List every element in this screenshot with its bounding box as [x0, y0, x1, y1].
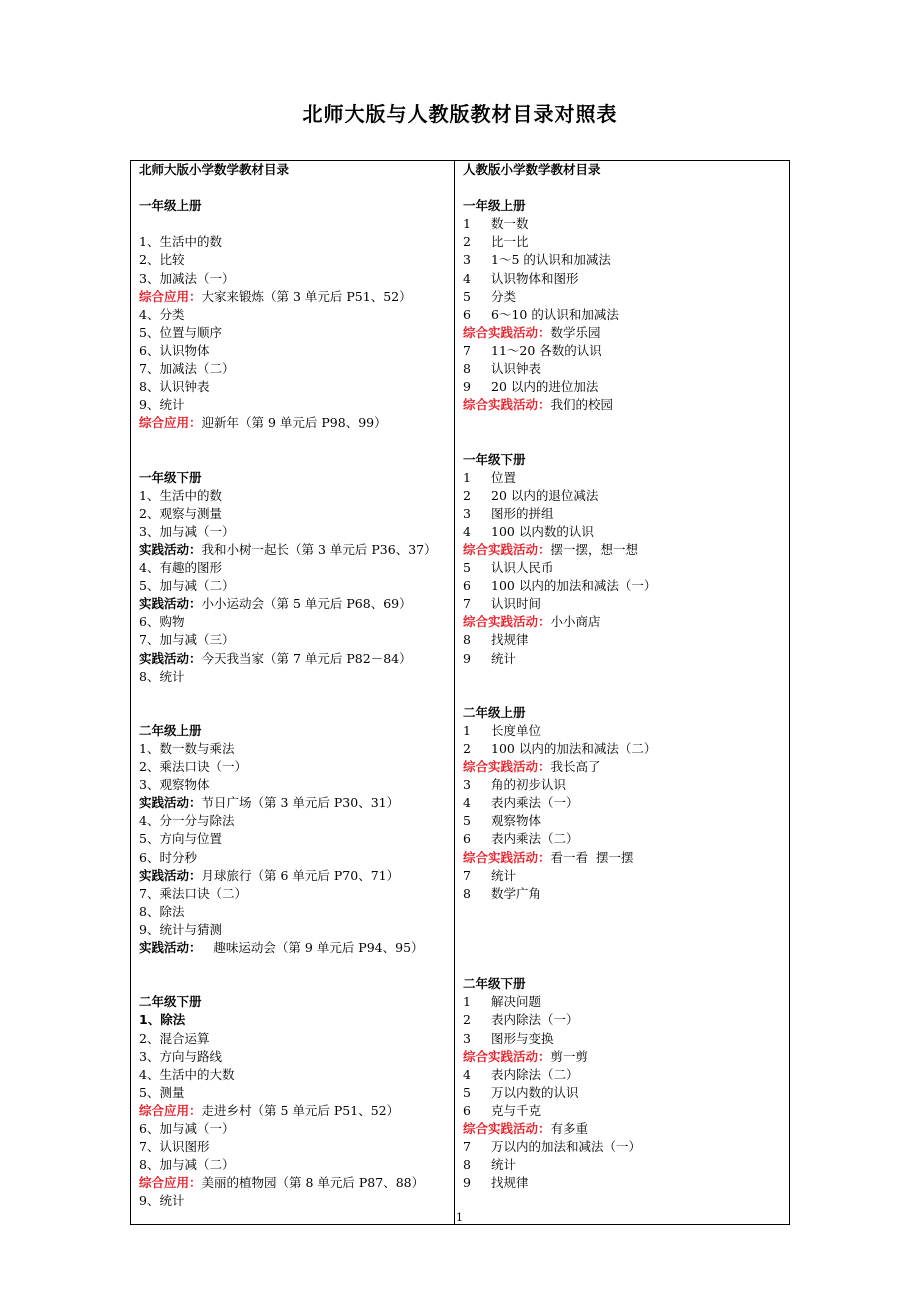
page-title: 北师大版与人教版教材目录对照表: [302, 102, 618, 126]
item-number: 3: [463, 505, 471, 521]
item-text: 20 以内的进位加法: [491, 379, 599, 395]
activity-label: 综合实践活动：: [463, 324, 551, 340]
item-text: 表内乘法（二）: [491, 831, 579, 847]
activity-text: 迎新年（第 9 单元后 P98、99）: [201, 415, 387, 431]
list-item: 9、统计: [139, 397, 185, 413]
item-text: 统计: [491, 650, 517, 666]
activity-text: 小小商店: [550, 614, 601, 630]
list-item: 8、认识钟表: [139, 379, 210, 395]
activity-label: 综合实践活动：: [463, 541, 551, 557]
activity-label: 综合应用：: [139, 415, 202, 431]
item-text: 分类: [491, 288, 517, 304]
list-item: 2、观察与测量: [139, 505, 222, 521]
list-item: [463, 233, 787, 251]
list-item: [463, 885, 787, 903]
blank-line: [139, 432, 451, 450]
list-item: [463, 270, 787, 288]
item-number: 1: [463, 469, 471, 485]
item-number: 7: [463, 342, 471, 358]
grade-heading: 一年级下册: [463, 451, 526, 467]
grade-heading: 一年级上册: [139, 198, 202, 214]
activity-text: 数学乐园: [550, 324, 601, 340]
grade-heading: 二年级下册: [463, 976, 526, 992]
blank-line: [463, 939, 787, 957]
item-number: 9: [463, 650, 471, 666]
item-text: 万以内数的认识: [491, 1084, 579, 1100]
blank-line: [139, 975, 451, 993]
item-text: 角的初步认识: [491, 777, 567, 793]
item-number: 4: [463, 270, 471, 286]
right-column-header: 人教版小学数学教材目录: [463, 162, 601, 177]
column-divider: [454, 160, 455, 1225]
item-number: 7: [463, 596, 471, 612]
list-item: [463, 631, 787, 649]
list-item: 6、认识物体: [139, 342, 210, 358]
list-item: [463, 360, 787, 378]
activity-label: 综合应用：: [139, 1102, 202, 1118]
item-text: 统计: [491, 1157, 517, 1173]
activity-text: 剪一剪: [550, 1048, 589, 1064]
item-number: 8: [463, 885, 471, 901]
item-text: 100 以内数的认识: [491, 523, 594, 539]
list-item: 8、除法: [139, 903, 185, 919]
activity-item: [139, 1102, 451, 1120]
item-number: 5: [463, 560, 471, 576]
activity-item: [139, 288, 451, 306]
blank-line: [463, 668, 787, 686]
list-item: 2、乘法口诀（一）: [139, 759, 247, 775]
list-item: 7、加与减（三）: [139, 632, 235, 648]
activity-text: 我们的校园: [550, 397, 614, 413]
blank-line: [139, 957, 451, 975]
item-text: 数学广角: [491, 885, 542, 901]
activity-text: 今天我当家（第 7 单元后 P82－84）: [201, 650, 412, 666]
list-item: 8、统计: [139, 668, 185, 684]
item-number: 5: [463, 813, 471, 829]
activity-item: [463, 396, 787, 414]
blank-line: [139, 179, 451, 197]
list-item: [463, 595, 787, 613]
item-number: 2: [463, 487, 471, 503]
list-item: 3、加减法（一）: [139, 270, 235, 286]
list-item: 6、时分秒: [139, 849, 197, 865]
list-item: [463, 378, 787, 396]
activity-label: 综合实践活动：: [463, 849, 551, 865]
list-item: 6、加与减（一）: [139, 1120, 235, 1136]
item-text: 表内乘法（一）: [491, 795, 579, 811]
activity-text: 小小运动会（第 5 单元后 P68、69）: [201, 596, 412, 612]
list-item: 4、分类: [139, 306, 185, 322]
blank-line: [463, 957, 787, 975]
activity-label: 综合实践活动：: [463, 1048, 551, 1064]
list-item: [463, 993, 787, 1011]
item-text: 认识人民币: [491, 560, 554, 576]
list-item: [463, 306, 787, 324]
item-text: 观察物体: [491, 813, 542, 829]
item-number: 7: [463, 1139, 471, 1155]
list-item: 1、生活中的数: [139, 487, 222, 503]
blank-line: [463, 432, 787, 450]
blank-line: [463, 686, 787, 704]
item-text: 认识钟表: [491, 361, 542, 377]
list-item: [463, 794, 787, 812]
item-number: 3: [463, 1030, 471, 1046]
item-text: 表内除法（一）: [491, 1012, 579, 1028]
list-item: 4、分一分与除法: [139, 813, 235, 829]
activity-label: 实践活动：: [139, 867, 202, 883]
activity-text: 大家来锻炼（第 3 单元后 P51、52）: [201, 288, 412, 304]
list-item: 5、加与减（二）: [139, 578, 235, 594]
item-text: 认识时间: [491, 596, 542, 612]
item-number: 8: [463, 1157, 471, 1173]
activity-label: 实践活动：: [139, 541, 202, 557]
right-column: [463, 161, 787, 1192]
item-text: 比一比: [491, 234, 529, 250]
list-item: 1、数一数与乘法: [139, 741, 235, 756]
item-number: 9: [463, 1175, 471, 1191]
activity-item: [463, 541, 787, 559]
item-text: 克与千克: [491, 1102, 542, 1118]
list-item: [463, 1102, 787, 1120]
item-text: 图形的拼组: [491, 505, 554, 521]
item-text: 11～20 各数的认识: [491, 342, 602, 358]
activity-text: 美丽的植物园（第 8 单元后 P87、88）: [201, 1175, 425, 1191]
list-item: 1、生活中的数: [139, 234, 222, 250]
list-item: [463, 251, 787, 269]
list-item: 4、有趣的图形: [139, 560, 222, 576]
grade-heading: 二年级上册: [463, 704, 526, 720]
activity-label: 实践活动：: [139, 940, 202, 956]
list-item: 7、认识图形: [139, 1139, 210, 1155]
list-item: [463, 867, 787, 885]
item-number: 5: [463, 1084, 471, 1100]
activity-label: 综合实践活动：: [463, 614, 551, 630]
activity-text: 有多重: [550, 1120, 589, 1136]
list-item: 5、方向与位置: [139, 831, 222, 847]
item-number: 6: [463, 831, 471, 847]
list-item: [463, 650, 787, 668]
activity-text: 我长高了: [550, 759, 601, 775]
activity-label: 综合实践活动：: [463, 1120, 551, 1136]
list-item: [463, 776, 787, 794]
list-item: [463, 559, 787, 577]
item-text: 100 以内的加法和减法（二）: [491, 741, 657, 756]
practice-item: [139, 867, 451, 885]
grade-heading: 二年级下册: [139, 994, 202, 1010]
page-number: 1: [456, 1211, 463, 1224]
item-text: 表内除法（二）: [491, 1066, 579, 1082]
list-item: 6、购物: [139, 614, 185, 630]
list-item: [463, 288, 787, 306]
item-number: 2: [463, 1012, 471, 1028]
item-number: 7: [463, 867, 471, 883]
list-item: [463, 523, 787, 541]
list-item: [463, 812, 787, 830]
item-number: 4: [463, 795, 471, 811]
practice-item: [139, 541, 451, 559]
list-item: [463, 1030, 787, 1048]
grade-heading: 1、除法: [139, 1012, 186, 1028]
activity-label: 实践活动：: [139, 596, 202, 612]
practice-item: [139, 939, 451, 957]
activity-text: 我和小树一起长（第 3 单元后 P36、37）: [201, 541, 437, 557]
item-number: 8: [463, 632, 471, 648]
activity-item: [463, 1048, 787, 1066]
item-text: 位置: [491, 469, 517, 485]
list-item: [463, 505, 787, 523]
activity-text: 走进乡村（第 5 单元后 P51、52）: [201, 1102, 400, 1118]
item-number: 9: [463, 379, 471, 395]
item-number: 4: [463, 1066, 471, 1082]
list-item: 8、加与减（二）: [139, 1157, 235, 1173]
item-number: 6: [463, 306, 471, 322]
item-text: 认识物体和图形: [491, 270, 579, 286]
item-number: 3: [463, 252, 471, 268]
item-text: 数一数: [491, 216, 529, 232]
item-number: 6: [463, 1102, 471, 1118]
list-item: 7、乘法口诀（二）: [139, 885, 247, 901]
item-number: 5: [463, 288, 471, 304]
list-item: 5、位置与顺序: [139, 324, 222, 340]
list-item: [463, 740, 787, 758]
activity-label: 综合实践活动：: [463, 397, 551, 413]
item-number: 6: [463, 578, 471, 594]
item-text: 找规律: [491, 1175, 529, 1191]
activity-item: [463, 1120, 787, 1138]
practice-item: [139, 650, 451, 668]
blank-line: [139, 704, 451, 722]
list-item: 5、测量: [139, 1084, 185, 1100]
activity-label: 实践活动：: [139, 795, 202, 811]
blank-line: [463, 921, 787, 939]
item-number: 2: [463, 234, 471, 250]
list-item: [463, 1174, 787, 1192]
list-item: [463, 577, 787, 595]
list-item: [463, 722, 787, 740]
item-text: 20 以内的退位减法: [491, 487, 599, 503]
list-item: [463, 469, 787, 487]
list-item: [463, 1138, 787, 1156]
blank-line: [139, 215, 451, 233]
item-number: 1: [463, 216, 471, 232]
left-column: [139, 161, 451, 1210]
list-item: [463, 215, 787, 233]
item-number: 4: [463, 523, 471, 539]
blank-line: [463, 179, 787, 197]
list-item: 2、比较: [139, 252, 185, 268]
blank-line: [139, 451, 451, 469]
left-column-lines: [139, 179, 451, 1210]
item-text: 6～10 的认识和加减法: [491, 306, 619, 322]
list-item: 3、方向与路线: [139, 1048, 222, 1064]
list-item: 4、生活中的大数: [139, 1066, 235, 1082]
activity-text: 节日广场（第 3 单元后 P30、31）: [201, 795, 400, 811]
list-item: 3、观察物体: [139, 777, 210, 793]
left-column-header: 北师大版小学数学教材目录: [139, 162, 290, 177]
right-column-lines: [463, 179, 787, 1192]
activity-item: [463, 849, 787, 867]
item-text: 100 以内的加法和减法（一）: [491, 578, 657, 594]
list-item: [463, 487, 787, 505]
activity-label: 综合实践活动：: [463, 759, 551, 775]
item-text: 统计: [491, 867, 517, 883]
item-number: 1: [463, 994, 471, 1010]
activity-text: 趣味运动会（第 9 单元后 P94、95）: [201, 940, 424, 956]
blank-line: [463, 414, 787, 432]
activity-item: [463, 613, 787, 631]
item-text: 万以内的加法和减法（一）: [491, 1139, 642, 1155]
activity-label: 综合应用：: [139, 1175, 202, 1191]
item-text: 解决问题: [491, 994, 542, 1010]
grade-heading: 一年级上册: [463, 198, 526, 214]
list-item: [463, 1084, 787, 1102]
list-item: 3、加与减（一）: [139, 523, 235, 539]
activity-item: [463, 758, 787, 776]
activity-item: [139, 414, 451, 432]
activity-label: 实践活动：: [139, 650, 202, 666]
list-item: [463, 830, 787, 848]
item-number: 1: [463, 722, 471, 738]
list-item: 7、加减法（二）: [139, 361, 235, 377]
list-item: [463, 1011, 787, 1029]
activity-item: [463, 324, 787, 342]
item-number: 3: [463, 777, 471, 793]
activity-item: [139, 1174, 451, 1192]
activity-text: 摆一摆，想一想: [550, 541, 639, 557]
activity-text: 月球旅行（第 6 单元后 P70、71）: [201, 867, 400, 883]
item-text: 1～5 的认识和加减法: [491, 252, 611, 268]
practice-item: [139, 595, 451, 613]
blank-line: [139, 686, 451, 704]
list-item: 9、统计与猜测: [139, 921, 222, 937]
list-item: 2、混合运算: [139, 1030, 210, 1046]
grade-heading: 二年级上册: [139, 722, 202, 738]
grade-heading: 一年级下册: [139, 469, 202, 485]
item-text: 长度单位: [491, 722, 542, 738]
item-number: 2: [463, 741, 471, 756]
list-item: [463, 1066, 787, 1084]
activity-label: 综合应用：: [139, 288, 202, 304]
item-text: 图形与变换: [491, 1030, 554, 1046]
practice-item: [139, 794, 451, 812]
item-number: 8: [463, 361, 471, 377]
item-text: 找规律: [491, 632, 529, 648]
list-item: 9、统计: [139, 1193, 185, 1209]
list-item: [463, 1156, 787, 1174]
blank-line: [463, 903, 787, 921]
activity-text: 看一看 摆一摆: [550, 849, 634, 865]
list-item: [463, 342, 787, 360]
